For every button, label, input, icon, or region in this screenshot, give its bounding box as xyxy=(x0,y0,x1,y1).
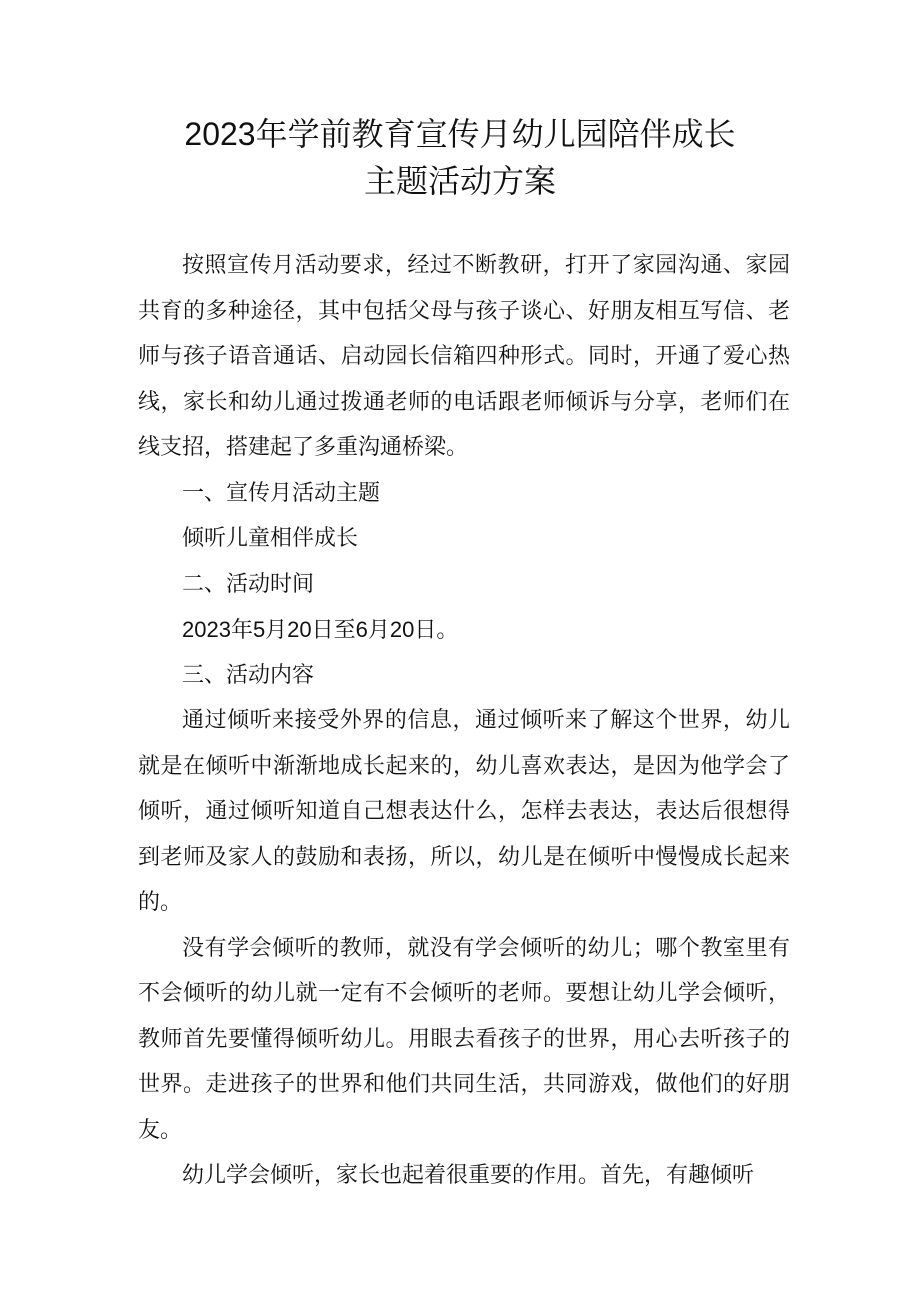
theme-text: 倾听儿童相伴成长 xyxy=(182,526,359,551)
content-paragraph-3: 幼儿学会倾听，家长也起着很重要的作用。首先，有趣倾听 xyxy=(182,1163,755,1188)
intro-paragraph: 按照宣传月活动要求，经过不断教研，打开了家园沟通、家园共育的多种途径，其中包括父母与孩子谈心、好朋友相互写信、老师与孩子语音通话、启动园长信箱四种形式。同时，开通了爱心热线，家长和幼儿通过拨通老师的电话跟老师倾诉与分享，老师们在线支招，搭建起了多重沟通桥梁。 xyxy=(138,253,790,460)
section-heading-time: 二、活动时间 xyxy=(182,571,315,597)
document-body xyxy=(138,243,790,1199)
section-heading-content: 三、活动内容 xyxy=(182,662,315,688)
section-heading-theme: 一、宣传月活动主题 xyxy=(182,480,381,506)
content-paragraph-1: 通过倾听来接受外界的信息，通过倾听来了解这个世界，幼儿就是在倾听中渐渐地成长起来的，幼儿喜欢表达，是因为他学会了倾听，通过倾听知道自己想表达什么，怎样去表达，表达后很想得到老师及家人的鼓励和表扬，所以，幼儿是在倾听中慢慢成长起来的。 xyxy=(138,708,790,915)
time-text: 2023年5月20日至6月20日。 xyxy=(182,617,459,642)
content-paragraph-2: 没有学会倾听的教师，就没有学会倾听的幼儿；哪个教室里有不会倾听的幼儿就一定有不会倾听的老师。要想让幼儿学会倾听，教师首先要懂得倾听幼儿。用眼去看孩子的世界，用心去听孩子的世界。走进孩子的世界和他们共同生活，共同游戏，做他们的好朋友。 xyxy=(138,935,790,1143)
document-title-line-2: 主题活动方案 xyxy=(363,163,556,199)
document-title-line-1: 2023年学前教育宣传月幼儿园陪伴成长 xyxy=(184,116,736,152)
